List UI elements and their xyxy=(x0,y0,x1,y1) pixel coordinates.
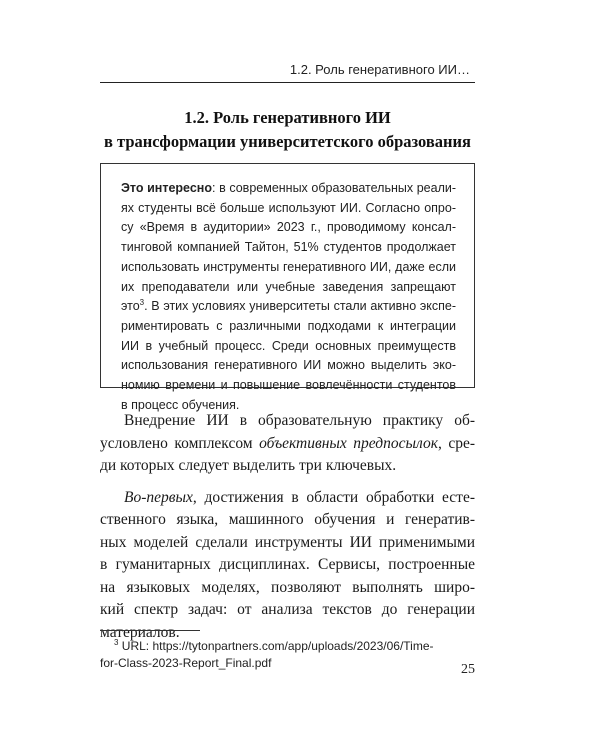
info-box-line: тинговой компанией Тайтон, 51% студентов продолжает xyxy=(121,240,456,255)
footnote-line[interactable]: for-Class-2023-Report_Final.pdf xyxy=(100,656,272,670)
info-box-label: Это интересно xyxy=(121,181,212,195)
info-box-line: в процесс обучения. xyxy=(121,397,240,412)
paragraph-2-line: ных моделей сделали инструменты ИИ применимыми xyxy=(100,533,475,551)
footnote-rule xyxy=(100,630,200,631)
paragraph-2-line: в гуманитарных дисциплинах. Сервисы, построенные xyxy=(100,556,475,573)
info-box-line: ИИ в учебный процесс. Среди основных преимуществ xyxy=(121,338,456,353)
running-head: 1.2. Роль генеративного ИИ… xyxy=(289,62,470,77)
footnote-line xyxy=(100,638,475,655)
info-box-text xyxy=(121,179,456,415)
info-box-line: использования генеративного ИИ можно выделить эко- xyxy=(121,358,456,373)
header-rule xyxy=(100,82,475,83)
paragraph-2-line: ственного языка, машинного обучения и генератив- xyxy=(100,511,475,528)
info-box-line: Это интересно: в современных образовательных реали- xyxy=(121,181,457,195)
paragraph-1-line: Внедрение ИИ в образовательную практику об- xyxy=(124,412,475,429)
paragraph-2-line: материалов. xyxy=(100,623,180,641)
info-box-line: су «Время в аудитории» 2023 г., проводимому консал- xyxy=(121,220,456,235)
footnote xyxy=(100,638,475,672)
paragraph-2-line: на языковых моделях, позволяют выполнять широ- xyxy=(100,578,475,596)
info-box-line: использовать инструменты генеративного ИИ, даже если xyxy=(121,259,456,274)
footnote-reference[interactable]: 3 xyxy=(139,298,145,308)
info-box-line: это$^3$. В этих условиях университеты стали активно экспе- xyxy=(121,298,456,314)
section-heading-line-1: 1.2. Роль генеративного ИИ xyxy=(184,108,391,127)
info-box-line: риментировать с различными подходами к интеграции xyxy=(121,318,456,333)
footnote-url[interactable]: URL: https://tytonpartners.com/app/uploads/2023/06/Time- xyxy=(121,639,434,653)
paragraph-2-line: кий спектр задач: от анализа текстов до генерации xyxy=(100,601,475,618)
section-heading xyxy=(100,106,475,154)
body-text xyxy=(100,410,475,644)
paragraph-1-line: ди которых следует выделить три ключевых. xyxy=(100,457,397,474)
info-box-line: номию времени и повышение вовлечённости студентов xyxy=(121,378,456,393)
footnote-number: 3 xyxy=(114,638,119,647)
info-box-line: их преподаватели или учебные заведения запрещают xyxy=(121,279,456,294)
info-box-line: ях студенты всё больше используют ИИ. Согласно опро- xyxy=(121,200,456,215)
paragraph-2-line: Во-первых, достижения в области обработки есте- xyxy=(124,488,475,506)
paragraph-1-line: условлено комплексом объективных предпосылок, сре- xyxy=(100,434,476,452)
page-number: 25 xyxy=(461,662,475,677)
section-heading-line-2: в трансформации университетского образования xyxy=(104,132,471,151)
